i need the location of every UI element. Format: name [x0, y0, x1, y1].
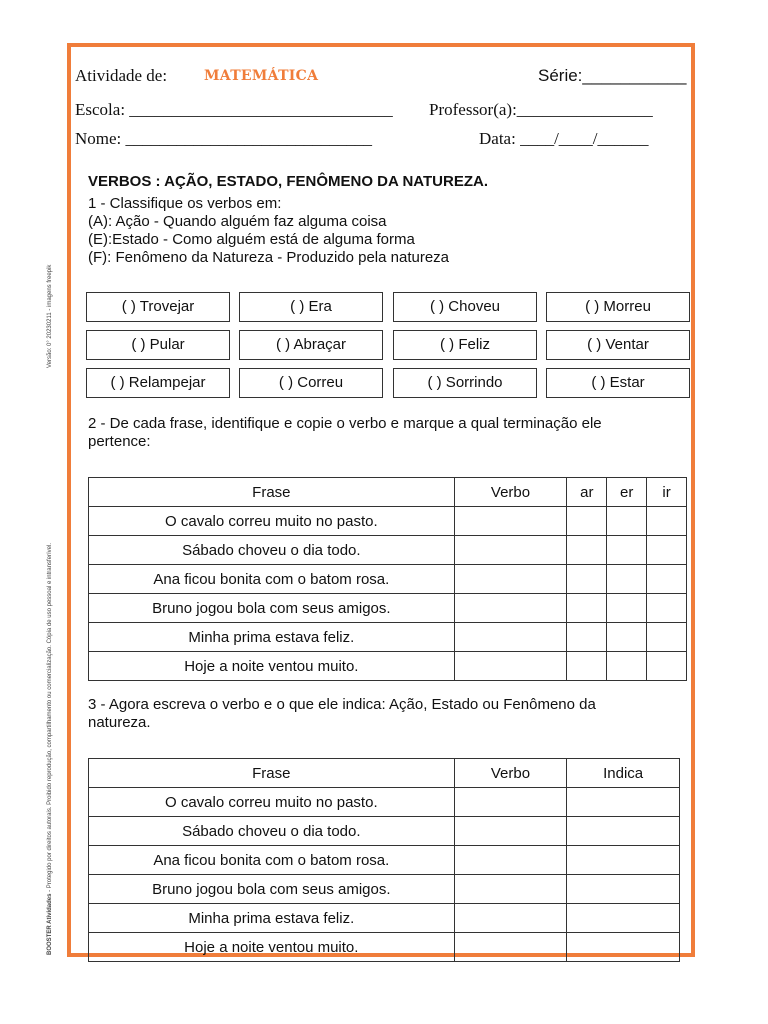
verb-box[interactable]: ( ) Estar [546, 368, 690, 398]
er-cell[interactable] [607, 652, 647, 681]
table-row [89, 652, 687, 681]
verb-box[interactable]: ( ) Trovejar [86, 292, 230, 322]
verbo-cell[interactable] [454, 623, 567, 652]
data-field[interactable]: Data: ____/____/______ [479, 129, 649, 148]
er-cell[interactable] [607, 594, 647, 623]
frase-cell: Bruno jogou bola com seus amigos. [89, 875, 455, 904]
frase-cell: Sábado choveu o dia todo. [89, 536, 455, 565]
atividade-label: Atividade de: [75, 66, 168, 85]
table-row [89, 817, 680, 846]
verbo-cell[interactable] [454, 565, 567, 594]
table-row [89, 565, 687, 594]
copyright-brand: BOOSTER Atividades [47, 893, 53, 955]
table-header-row [89, 478, 687, 507]
q1-line: 1 - Classifique os verbos em: [88, 195, 282, 212]
er-cell[interactable] [607, 565, 647, 594]
q1-line: (A): Ação - Quando alguém faz alguma coisa [88, 213, 387, 230]
col-indica: Indica [567, 759, 680, 788]
table-row [89, 846, 680, 875]
escola-field[interactable]: Escola: _______________________________ [75, 100, 393, 119]
verb-box[interactable]: ( ) Morreu [546, 292, 690, 322]
frase-cell: Minha prima estava feliz. [89, 623, 455, 652]
verbo-cell[interactable] [454, 846, 567, 875]
ar-cell[interactable] [567, 652, 607, 681]
version-note: Versão: 0° 20230211 - imagens freepik [47, 264, 53, 368]
ir-cell[interactable] [647, 536, 687, 565]
col-er: er [607, 478, 647, 507]
professor-field[interactable]: Professor(a):________________ [429, 100, 653, 119]
indica-cell[interactable] [567, 846, 680, 875]
frase-cell: Minha prima estava feliz. [89, 904, 455, 933]
subject-label: MATEMÁTICA [204, 68, 319, 84]
ir-cell[interactable] [647, 623, 687, 652]
q2-text: pertence: [88, 433, 151, 450]
verbo-cell[interactable] [454, 904, 567, 933]
table-row [89, 507, 687, 536]
verb-box[interactable]: ( ) Ventar [546, 330, 690, 360]
ir-cell[interactable] [647, 594, 687, 623]
table-row [89, 875, 680, 904]
q2-table [88, 477, 687, 681]
copyright-text: - Protegido por direitos autorais. Proibido reprodução, compartilhamento ou comercialização. Cópia de uso pessoal e intransferível. [47, 543, 53, 894]
table-row [89, 904, 680, 933]
verb-box[interactable]: ( ) Era [239, 292, 383, 322]
q3-text: natureza. [88, 714, 151, 731]
ar-cell[interactable] [567, 536, 607, 565]
frase-cell: Hoje a noite ventou muito. [89, 933, 455, 962]
verb-box[interactable]: ( ) Pular [86, 330, 230, 360]
ar-cell[interactable] [567, 565, 607, 594]
col-frase: Frase [89, 478, 455, 507]
verb-box[interactable]: ( ) Feliz [393, 330, 537, 360]
ir-cell[interactable] [647, 565, 687, 594]
table-row [89, 788, 680, 817]
verb-box[interactable]: ( ) Choveu [393, 292, 537, 322]
worksheet-title: VERBOS : AÇÃO, ESTADO, FENÔMENO DA NATUREZA. [88, 173, 489, 190]
er-cell[interactable] [607, 536, 647, 565]
copyright-note [47, 543, 53, 955]
table-header-row [89, 759, 680, 788]
frase-cell: O cavalo correu muito no pasto. [89, 507, 455, 536]
indica-cell[interactable] [567, 875, 680, 904]
frase-cell: Sábado choveu o dia todo. [89, 817, 455, 846]
table-row [89, 623, 687, 652]
nome-field[interactable]: Nome: _____________________________ [75, 129, 373, 148]
verbo-cell[interactable] [454, 536, 567, 565]
q1-line: (F): Fenômeno da Natureza - Produzido pela natureza [88, 249, 450, 266]
table-row [89, 594, 687, 623]
q1-line: (E):Estado - Como alguém está de alguma forma [88, 231, 415, 248]
verbo-cell[interactable] [454, 817, 567, 846]
verbo-cell[interactable] [454, 507, 567, 536]
ar-cell[interactable] [567, 507, 607, 536]
serie-field[interactable]: Série:___________ [538, 66, 687, 85]
ar-cell[interactable] [567, 623, 607, 652]
table-row [89, 933, 680, 962]
frase-cell: O cavalo correu muito no pasto. [89, 788, 455, 817]
indica-cell[interactable] [567, 817, 680, 846]
er-cell[interactable] [607, 623, 647, 652]
q3-text: 3 - Agora escreva o verbo e o que ele indica: Ação, Estado ou Fenômeno da [88, 696, 596, 713]
verbo-cell[interactable] [454, 933, 567, 962]
verb-box[interactable]: ( ) Abraçar [239, 330, 383, 360]
ir-cell[interactable] [647, 652, 687, 681]
verb-box[interactable]: ( ) Correu [239, 368, 383, 398]
frase-cell: Bruno jogou bola com seus amigos. [89, 594, 455, 623]
col-frase: Frase [89, 759, 455, 788]
verbo-cell[interactable] [454, 594, 567, 623]
verb-box[interactable]: ( ) Relampejar [86, 368, 230, 398]
frase-cell: Ana ficou bonita com o batom rosa. [89, 846, 455, 875]
frase-cell: Ana ficou bonita com o batom rosa. [89, 565, 455, 594]
q2-text: 2 - De cada frase, identifique e copie o verbo e marque a qual terminação ele [88, 415, 602, 432]
frase-cell: Hoje a noite ventou muito. [89, 652, 455, 681]
verbo-cell[interactable] [454, 652, 567, 681]
col-ar: ar [567, 478, 607, 507]
ar-cell[interactable] [567, 594, 607, 623]
col-ir: ir [647, 478, 687, 507]
q3-table [88, 758, 680, 962]
er-cell[interactable] [607, 507, 647, 536]
verbo-cell[interactable] [454, 875, 567, 904]
col-verbo: Verbo [454, 759, 567, 788]
verb-box[interactable]: ( ) Sorrindo [393, 368, 537, 398]
indica-cell[interactable] [567, 904, 680, 933]
col-verbo: Verbo [454, 478, 567, 507]
verbo-cell[interactable] [454, 788, 567, 817]
table-row [89, 536, 687, 565]
indica-cell[interactable] [567, 933, 680, 962]
ir-cell[interactable] [647, 507, 687, 536]
indica-cell[interactable] [567, 788, 680, 817]
